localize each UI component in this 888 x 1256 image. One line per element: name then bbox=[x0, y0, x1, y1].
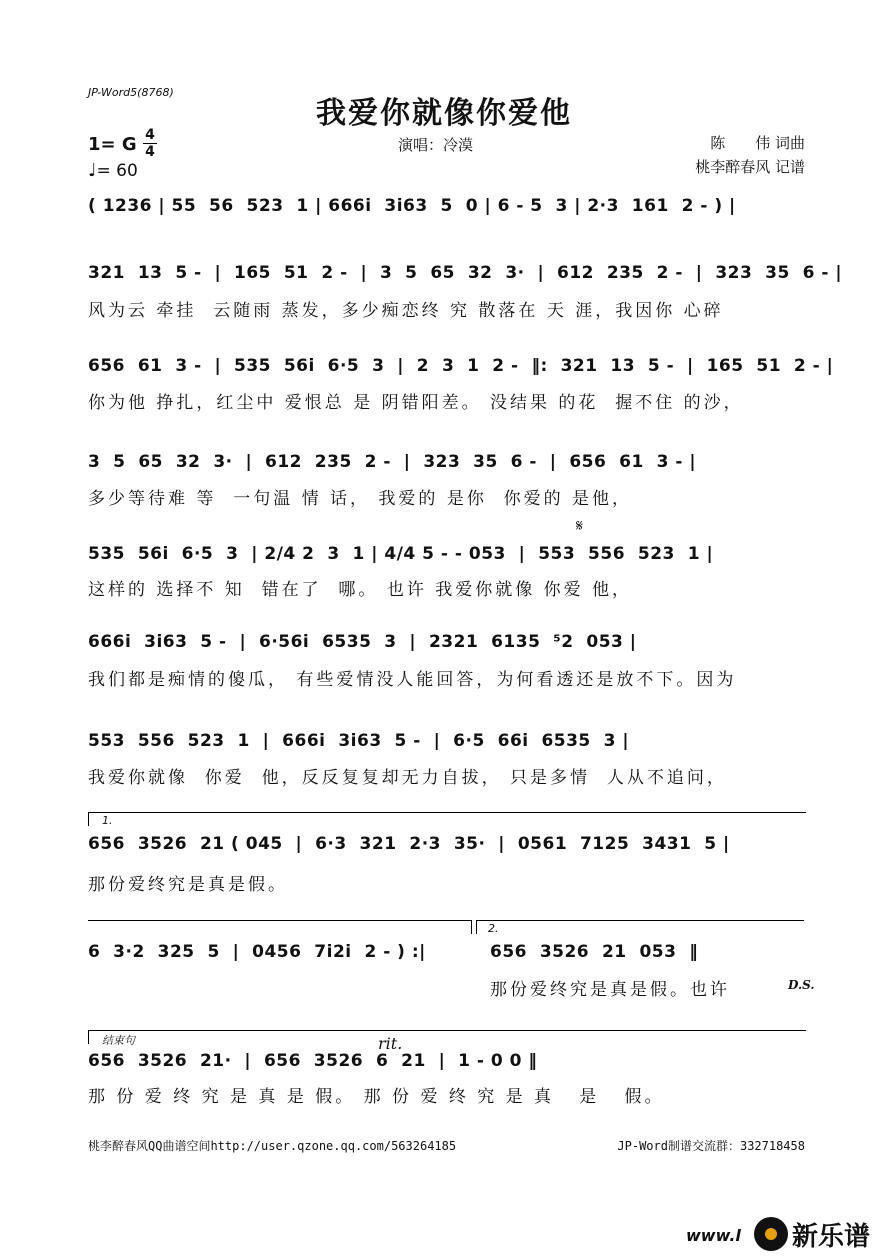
notes-system-7: 553 556 523 1 | 666i 3i63 5 - | 6·5 66i 6535 3 | bbox=[88, 731, 630, 751]
time-signature-top: 4 bbox=[145, 127, 155, 143]
segno-sign: 𝄋 bbox=[576, 516, 583, 535]
notes-system-8: 656 3526 21 ( 045 | 6·3 321 2·3 35· | 0561 7125 3431 5 | bbox=[88, 834, 730, 854]
lyrics-system-8: 那份爱终究是真是假。 bbox=[88, 875, 288, 895]
footer-right: JP-Word制谱交流群：332718458 bbox=[617, 1139, 805, 1153]
volta-2-bracket-left bbox=[476, 920, 477, 934]
composer-credit: 陈 伟 词曲 bbox=[710, 134, 805, 152]
lyrics-system-3: 你为他 挣扎，红尘中 爱恨总 是 阴错阳差。 没结果 的花 握不住 的沙， bbox=[88, 393, 744, 413]
notes-system-3: 656 61 3 - | 535 56i 6·5 3 | 2 3 1 2 - ‖: 321 13 5 - | 165 51 2 - | bbox=[88, 356, 834, 376]
volta-1-bracket bbox=[88, 812, 806, 813]
volta-2-label: 2. bbox=[488, 922, 499, 935]
ds-marking: D.S. bbox=[788, 978, 815, 992]
lyrics-system-6: 我们都是痴情的傻瓜， 有些爱情没人能回答，为何看透还是放不下。因为 bbox=[88, 670, 737, 690]
singer-credit: 演唱：冷漠 bbox=[398, 136, 474, 154]
lyrics-system-10: 那 份 爱 终 究 是 真 是 假。 那 份 爱 终 究 是 真 是 假。 bbox=[88, 1087, 665, 1107]
quarter-note-icon: ♩ bbox=[88, 160, 97, 181]
ending-bracket-left bbox=[88, 1030, 89, 1044]
tempo-marking bbox=[88, 160, 138, 181]
volta-1-end bbox=[471, 920, 472, 934]
tempo-value: = 60 bbox=[96, 161, 138, 181]
lyrics-system-7: 我爱你就像 你爱 他，反反复复却无力自拔， 只是多情 人从不追问， bbox=[88, 768, 727, 788]
ending-bracket bbox=[88, 1030, 806, 1031]
software-label: JP-Word5(8768) bbox=[88, 86, 174, 99]
notes-system-6: 666i 3i63 5 - | 6·56i 6535 3 | 2321 6135 ⁵2 053 | bbox=[88, 632, 637, 652]
volta-1-label: 1. bbox=[102, 814, 113, 827]
footer-left: 桃李醉春风QQ曲谱空间http://user.qzone.qq.com/563264185 bbox=[88, 1139, 457, 1153]
volta-1-bracket-left bbox=[88, 812, 89, 826]
lyrics-system-2: 风为云 牵挂 云随雨 蒸发，多少痴恋终 究 散落在 天 涯，我因你 心碎 bbox=[88, 301, 724, 321]
key-signature: 1= G bbox=[88, 134, 137, 155]
volta-1-continuation bbox=[88, 920, 472, 921]
time-signature-bottom: 4 bbox=[145, 144, 155, 160]
transcriber-credit: 桃李醉春风 记谱 bbox=[695, 158, 805, 176]
watermark-brand: 新乐谱 bbox=[792, 1222, 871, 1252]
notes-system-9a: 6 3·2 325 5 | 0456 7i2i 2 - ) :| bbox=[88, 942, 426, 962]
time-signature bbox=[143, 128, 157, 159]
vinyl-record-icon bbox=[754, 1217, 788, 1251]
song-title: 我爱你就像你爱他 bbox=[316, 96, 572, 131]
lyrics-system-5: 这样的 选择不 知 错在了 哪。 也许 我爱你就像 你爱 他， bbox=[88, 580, 633, 600]
notes-system-5: 535 56i 6·5 3 | 2/4 2 3 1 | 4/4 5 - - 053 | 553 556 523 1 | bbox=[88, 544, 714, 564]
ritardando-marking: rit. bbox=[378, 1034, 403, 1053]
notes-system-10: 656 3526 21· | 656 3526 6 21 | 1 - 0 0 ‖ bbox=[88, 1051, 538, 1071]
notes-system-2: 321 13 5 - | 165 51 2 - | 3 5 65 32 3· | 612 235 2 - | 323 35 6 - | bbox=[88, 263, 843, 283]
volta-2-bracket bbox=[476, 920, 804, 921]
notes-system-1: ( 1236 | 55 56 523 1 | 666i 3i63 5 0 | 6 - 5 3 | 2·3 161 2 - ) | bbox=[88, 196, 736, 216]
ending-label: 结束句 bbox=[102, 1034, 135, 1047]
lyrics-system-4: 多少等待难 等 一句温 情 话， 我爱的 是你 你爱的 是他， bbox=[88, 489, 633, 509]
notes-system-4: 3 5 65 32 3· | 612 235 2 - | 323 35 6 - | 656 61 3 - | bbox=[88, 452, 697, 472]
watermark-url: www.l bbox=[686, 1226, 741, 1245]
notes-system-9b: 656 3526 21 053 ‖ bbox=[490, 942, 699, 962]
lyrics-system-9b: 那份爱终究是真是假。也许 bbox=[490, 980, 730, 1000]
